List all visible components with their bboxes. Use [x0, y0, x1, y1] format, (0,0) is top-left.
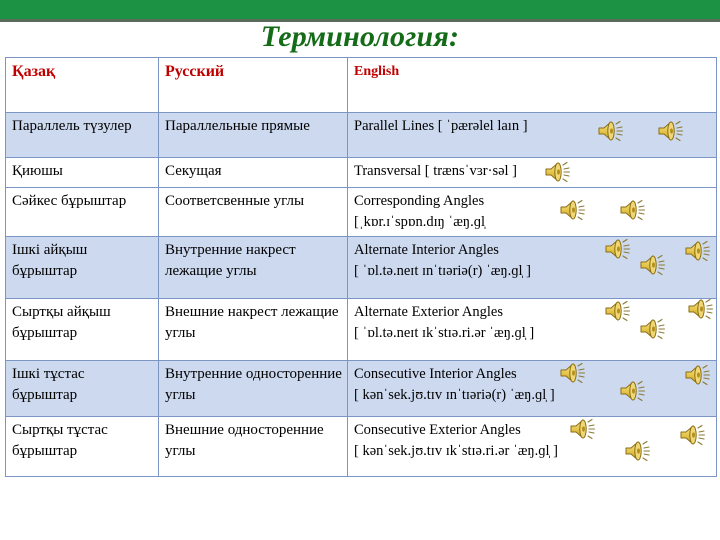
english-content [354, 364, 711, 406]
cell-russian: Внешние накрест лежащие углы [159, 299, 348, 361]
speaker-sound-icon[interactable] [569, 416, 599, 442]
speaker-sound-icon[interactable] [597, 118, 627, 144]
speaker-sound-icon[interactable] [619, 197, 649, 223]
table-body [6, 113, 717, 477]
speaker-sound-icon[interactable] [639, 316, 669, 342]
cell-kazakh: Сыртқы айқыш бұрыштар [6, 299, 159, 361]
table-row [6, 188, 717, 237]
cell-english [348, 299, 717, 361]
cell-kazakh: Параллель түзулер [6, 113, 159, 158]
english-term-line: Corresponding Angles [354, 193, 485, 209]
speaker-sound-icon[interactable] [544, 159, 574, 185]
cell-english [348, 188, 717, 237]
english-term-line: Transversal [ trænsˈvɜr·səl ] [354, 163, 518, 179]
english-term-line: Consecutive Interior Angles [354, 366, 517, 382]
cell-kazakh: Ішкі айқыш бұрыштар [6, 237, 159, 299]
cell-russian: Внутренние накрест лежащие углы [159, 237, 348, 299]
table-row [6, 113, 717, 158]
english-content [354, 240, 711, 282]
english-content [354, 420, 711, 462]
english-ipa-line: [ˌkɒr.ɪˈspɒn.dɪŋ ˈæŋ.ɡl̩ [354, 214, 486, 230]
cell-english [348, 417, 717, 477]
english-term-line: Parallel Lines [ ˈpærəlel laın ] [354, 118, 528, 134]
speaker-sound-icon[interactable] [604, 298, 634, 324]
english-ipa-line: [ kənˈsek.jʊ.tɪv ɪnˈtɪəriə(r) ˈæŋ.ɡl̩ ] [354, 387, 555, 403]
english-term-line: Alternate Exterior Angles [354, 304, 503, 320]
english-term-line: Consecutive Exterior Angles [354, 422, 521, 438]
cell-kazakh: Қиюшы [6, 158, 159, 188]
cell-english [348, 113, 717, 158]
cell-kazakh: Ішкі тұстас бұрыштар [6, 361, 159, 417]
english-ipa-line: [ kənˈsek.jʊ.tɪv ɪkˈstɪə.ri.ər ˈæŋ.ɡl̩ ] [354, 443, 558, 459]
english-term-line: Alternate Interior Angles [354, 242, 499, 258]
table-row [6, 417, 717, 477]
cell-english [348, 361, 717, 417]
english-ipa-line: [ ˈɒl.tə.neɪt ɪkˈstɪə.ri.ər ˈæŋ.ɡl̩ ] [354, 325, 535, 341]
cell-russian: Внутренние односторенние углы [159, 361, 348, 417]
table-row [6, 299, 717, 361]
table-row [6, 361, 717, 417]
cell-kazakh: Сыртқы тұстас бұрыштар [6, 417, 159, 477]
top-green-bar [0, 0, 720, 19]
speaker-sound-icon[interactable] [604, 236, 634, 262]
speaker-sound-icon[interactable] [639, 252, 669, 278]
speaker-sound-icon[interactable] [619, 378, 649, 404]
english-content [354, 191, 711, 233]
english-content [354, 116, 711, 137]
english-ipa-line: [ ˈɒl.tə.neɪt ɪnˈtɪəriə(r) ˈæŋ.ɡl̩ ] [354, 263, 532, 279]
speaker-sound-icon[interactable] [684, 238, 714, 264]
cell-russian: Секущая [159, 158, 348, 188]
column-header-russian: Русский [159, 58, 348, 113]
speaker-sound-icon[interactable] [657, 118, 687, 144]
english-content [354, 302, 711, 344]
speaker-sound-icon[interactable] [684, 362, 714, 388]
column-header-english: English [348, 58, 717, 113]
english-content [354, 161, 711, 182]
cell-english [348, 158, 717, 188]
table-header-row [6, 58, 717, 113]
cell-kazakh: Сәйкес бұрыштар [6, 188, 159, 237]
column-header-kazakh: Қазақ [6, 58, 159, 113]
cell-english [348, 237, 717, 299]
speaker-sound-icon[interactable] [687, 296, 717, 322]
table-row [6, 158, 717, 188]
page-title: Терминология: [260, 20, 460, 53]
speaker-sound-icon[interactable] [559, 197, 589, 223]
terminology-table [5, 57, 717, 477]
cell-russian: Соответсвенные углы [159, 188, 348, 237]
speaker-sound-icon[interactable] [679, 422, 709, 448]
speaker-sound-icon[interactable] [624, 438, 654, 464]
cell-russian: Параллельные прямые [159, 113, 348, 158]
speaker-sound-icon[interactable] [559, 360, 589, 386]
table-row [6, 237, 717, 299]
cell-russian: Внешние односторенние углы [159, 417, 348, 477]
